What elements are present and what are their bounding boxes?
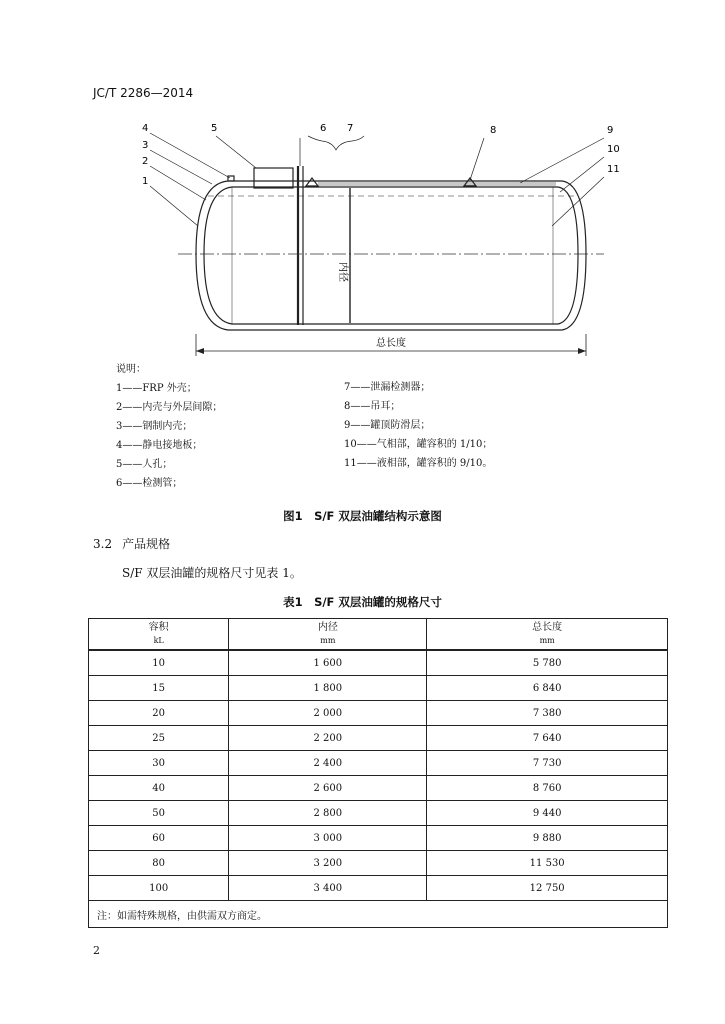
tank-structure-diagram [0,0,725,360]
legend-item: 2——内壳与外层间隙； [116,402,223,413]
total-length-label: 总长度 [376,338,406,349]
callout-4: 4 [142,123,149,134]
spec-table [88,618,668,928]
section-body-text: S/F 双层油罐的规格尺寸见表 1。 [122,566,302,580]
legend-item: 4——静电接地板； [116,440,203,451]
callout-5: 5 [211,123,218,134]
legend-item: 7——泄漏检测器； [344,382,431,393]
section-heading [93,535,170,552]
section-title: 产品规格 [122,537,171,551]
legend-left-column [116,360,222,493]
grounding-plate [228,176,234,181]
table-row: 10 1 600 5 780 [89,650,668,676]
steel-inner-shell [204,187,578,324]
legend-item: 5——人孔； [116,459,173,470]
table-row: 25 2 200 7 640 [89,726,668,751]
callout-1: 1 [142,176,149,187]
callout-6: 6 [320,123,327,134]
header-inner-diameter: 内径 mm [229,619,427,651]
standard-code-header: JC/T 2286—2014 [93,86,194,100]
legend-item: 6——检测管； [116,478,183,489]
table-header-row [89,619,668,651]
callout-7: 7 [347,123,354,134]
table-row: 40 2 600 8 760 [89,776,668,801]
table-row: 15 1 800 6 840 [89,676,668,701]
callout-10: 10 [607,144,620,155]
frp-outer-shell [196,181,586,330]
table-row: 100 3 400 12 750 [89,876,668,901]
lifting-lug-left [306,178,318,186]
legend-item: 1——FRP 外壳； [116,383,197,394]
page-number: 2 [93,944,100,957]
section-number: 3.2 [93,537,113,551]
callout-9: 9 [607,125,614,136]
inner-diameter-label: 内径 [337,262,348,282]
callout-8: 8 [490,125,497,136]
header-total-length: 总长度 mm [427,619,668,651]
manhole [254,168,293,188]
legend-item: 3——钢制内壳； [116,421,193,432]
table-row: 50 2 800 9 440 [89,801,668,826]
legend-right-column [344,378,492,473]
header-volume: 容积 kL [89,619,229,651]
figure-caption: 图1 S/F 双层油罐结构示意图 [283,509,442,523]
table-row: 60 3 000 9 880 [89,826,668,851]
legend-title: 说明： [116,364,146,375]
table-row: 30 2 400 7 730 [89,751,668,776]
callout-11: 11 [607,164,620,175]
callout-2: 2 [142,156,149,167]
table-row: 20 2 000 7 380 [89,701,668,726]
table-row: 80 3 200 11 530 [89,851,668,876]
legend-item: 10——气相部，罐容积的 1/10； [344,439,493,450]
table-note-row [89,901,668,928]
legend-item: 8——吊耳； [344,401,401,412]
table-caption: 表1 S/F 双层油罐的规格尺寸 [283,595,442,609]
table-note: 注：如需特殊规格，由供需双方商定。 [89,901,668,928]
legend-item: 11——液相部，罐容积的 9/10。 [344,458,493,469]
callout-3: 3 [142,140,149,151]
legend-item: 9——罐顶防滑层； [344,420,431,431]
